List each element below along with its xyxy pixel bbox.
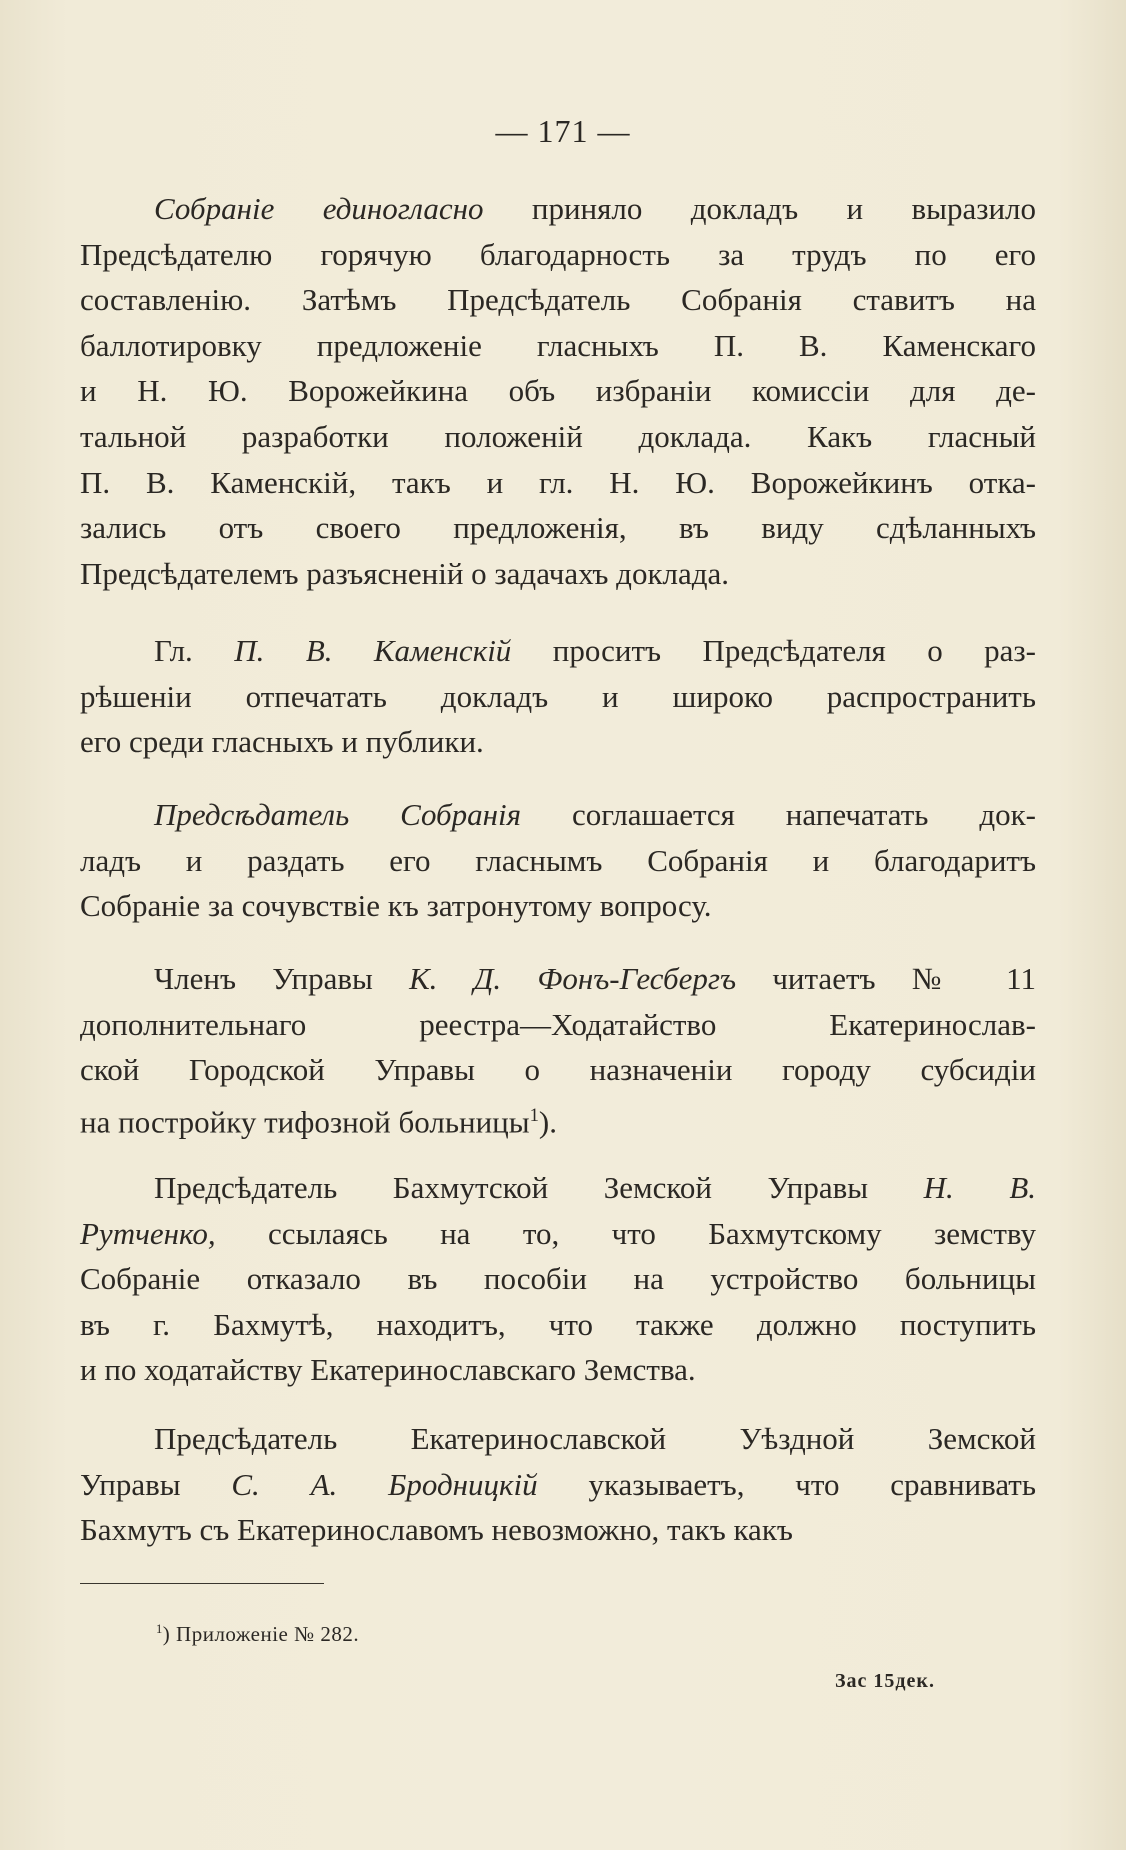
text-run: приняло докладъ и выразило xyxy=(483,191,1037,226)
text-line xyxy=(80,232,1036,278)
page-number: — 171 — xyxy=(495,113,631,149)
italic-name: Н. В. xyxy=(923,1170,1037,1205)
text-run: и по ходатайству Екатеринославскаго Земства. xyxy=(80,1352,696,1388)
italic-name: Предсѣдатель Собранія xyxy=(154,797,522,832)
text-run: Предсѣдатель Екатеринославской Уѣздной Земской xyxy=(154,1421,1036,1456)
text-run: Управы xyxy=(80,1466,232,1502)
text-line xyxy=(80,1302,1036,1348)
text-line xyxy=(80,277,1036,323)
text-line xyxy=(80,1507,1036,1553)
text-line xyxy=(80,1093,1036,1145)
text-line xyxy=(80,838,1036,884)
text-line xyxy=(80,1002,1036,1048)
text-run: Собраніе отказало въ пособіи на устройство больницы xyxy=(80,1261,1036,1297)
text-run: ладъ и раздать его гласнымъ Собранія и благодаритъ xyxy=(80,842,1036,878)
paragraph-text xyxy=(80,186,1036,596)
text-run: проситъ Предсѣдателя о раз- xyxy=(511,633,1037,668)
text-run: дополнительнаго реестра—Ходатайство Екатеринослав- xyxy=(80,1006,1036,1042)
handwritten-signature-stamp: Зас 15дек. xyxy=(835,1670,935,1692)
text-run: и Н. Ю. Ворожейкина объ избраніи комиссіи для де- xyxy=(80,373,1036,409)
italic-name: С. А. Бродницкій xyxy=(231,1466,538,1502)
text-run: Предсѣдателемъ разъясненій о задачахъ доклада. xyxy=(80,555,730,591)
text-run: въ г. Бахмутѣ, находитъ, что также должно поступить xyxy=(80,1306,1036,1342)
paragraph-text xyxy=(80,792,1036,929)
text-run: Предсѣдатель Бахмутской Земской Управы xyxy=(154,1170,924,1205)
text-run: рѣшеніи отпечатать докладъ и широко распространить xyxy=(80,678,1036,714)
footnote-ref: 1 xyxy=(529,1104,539,1126)
text-line xyxy=(80,186,1036,232)
text-run: Членъ Управы xyxy=(154,961,410,996)
text-run: указываетъ, что сравнивать xyxy=(537,1466,1036,1502)
text-line xyxy=(80,323,1036,369)
text-line xyxy=(80,792,1036,838)
italic-name: Собраніе единогласно xyxy=(154,191,484,226)
text-run: Собраніе за сочувствіе къ затронутому вопросу. xyxy=(80,888,712,924)
text-run: Гл. xyxy=(154,633,235,668)
text-line xyxy=(80,1047,1036,1093)
text-line xyxy=(80,505,1036,551)
text-line xyxy=(80,460,1036,506)
paragraph-text xyxy=(80,1165,1036,1393)
text-line xyxy=(80,1211,1036,1257)
text-run: Бахмутъ съ Екатеринославомъ невозможно, такъ какъ xyxy=(80,1512,793,1548)
text-run: на постройку тифозной больницы xyxy=(80,1104,530,1140)
text-line xyxy=(80,719,1036,765)
footnote-marker: 1 xyxy=(156,1622,163,1636)
text-run: читаетъ № 11 xyxy=(736,961,1036,996)
text-line xyxy=(80,956,1036,1002)
italic-name: П. В. Каменскій xyxy=(234,633,512,668)
text-line xyxy=(80,1347,1036,1393)
paragraph-text xyxy=(80,1416,1036,1553)
text-run: соглашается напечатать док- xyxy=(521,797,1036,832)
text-run: П. В. Каменскій, такъ и гл. Н. Ю. Ворожейкинъ отка- xyxy=(80,464,1036,500)
paragraph-2 xyxy=(80,628,1036,765)
paragraph-3 xyxy=(80,792,1036,929)
text-run: ской Городской Управы о назначеніи городу субсидіи xyxy=(80,1052,1036,1088)
footnote xyxy=(156,1622,359,1647)
paragraph-4 xyxy=(80,956,1036,1145)
italic-name: Рутченко, xyxy=(80,1215,216,1251)
text-line xyxy=(80,674,1036,720)
paragraph-text xyxy=(80,628,1036,765)
paragraph-6 xyxy=(80,1416,1036,1553)
text-line xyxy=(80,414,1036,460)
text-line xyxy=(80,1462,1036,1508)
text-run: ссылаясь на то, что Бахмутскому земству xyxy=(215,1215,1036,1251)
text-run: тальной разработки положеній доклада. Какъ гласный xyxy=(80,418,1036,454)
text-line xyxy=(80,368,1036,414)
text-run: зались отъ своего предложенія, въ виду сдѣланныхъ xyxy=(80,510,1036,546)
footnote-text: ) Приложеніе № 282. xyxy=(162,1622,360,1646)
text-line xyxy=(80,551,1036,597)
text-run: Предсѣдателю горячую благодарность за трудъ по его xyxy=(80,236,1036,272)
text-line xyxy=(80,883,1036,929)
paragraph-text xyxy=(80,956,1036,1145)
paragraph-1 xyxy=(80,186,1036,596)
text-line xyxy=(80,1165,1036,1211)
paragraph-5 xyxy=(80,1165,1036,1393)
text-run: составленію. Затѣмъ Предсѣдатель Собранія ставитъ на xyxy=(80,282,1036,318)
footnote-divider xyxy=(80,1583,324,1584)
italic-name: К. Д. Фонъ-Гесбергъ xyxy=(409,961,737,996)
text-line xyxy=(80,1256,1036,1302)
text-run: баллотировку предложеніе гласныхъ П. В. Каменскаго xyxy=(80,327,1036,363)
text-run: ). xyxy=(538,1104,557,1140)
text-run: его среди гласныхъ и публики. xyxy=(80,724,484,760)
text-line xyxy=(80,628,1036,674)
text-line xyxy=(80,1416,1036,1462)
